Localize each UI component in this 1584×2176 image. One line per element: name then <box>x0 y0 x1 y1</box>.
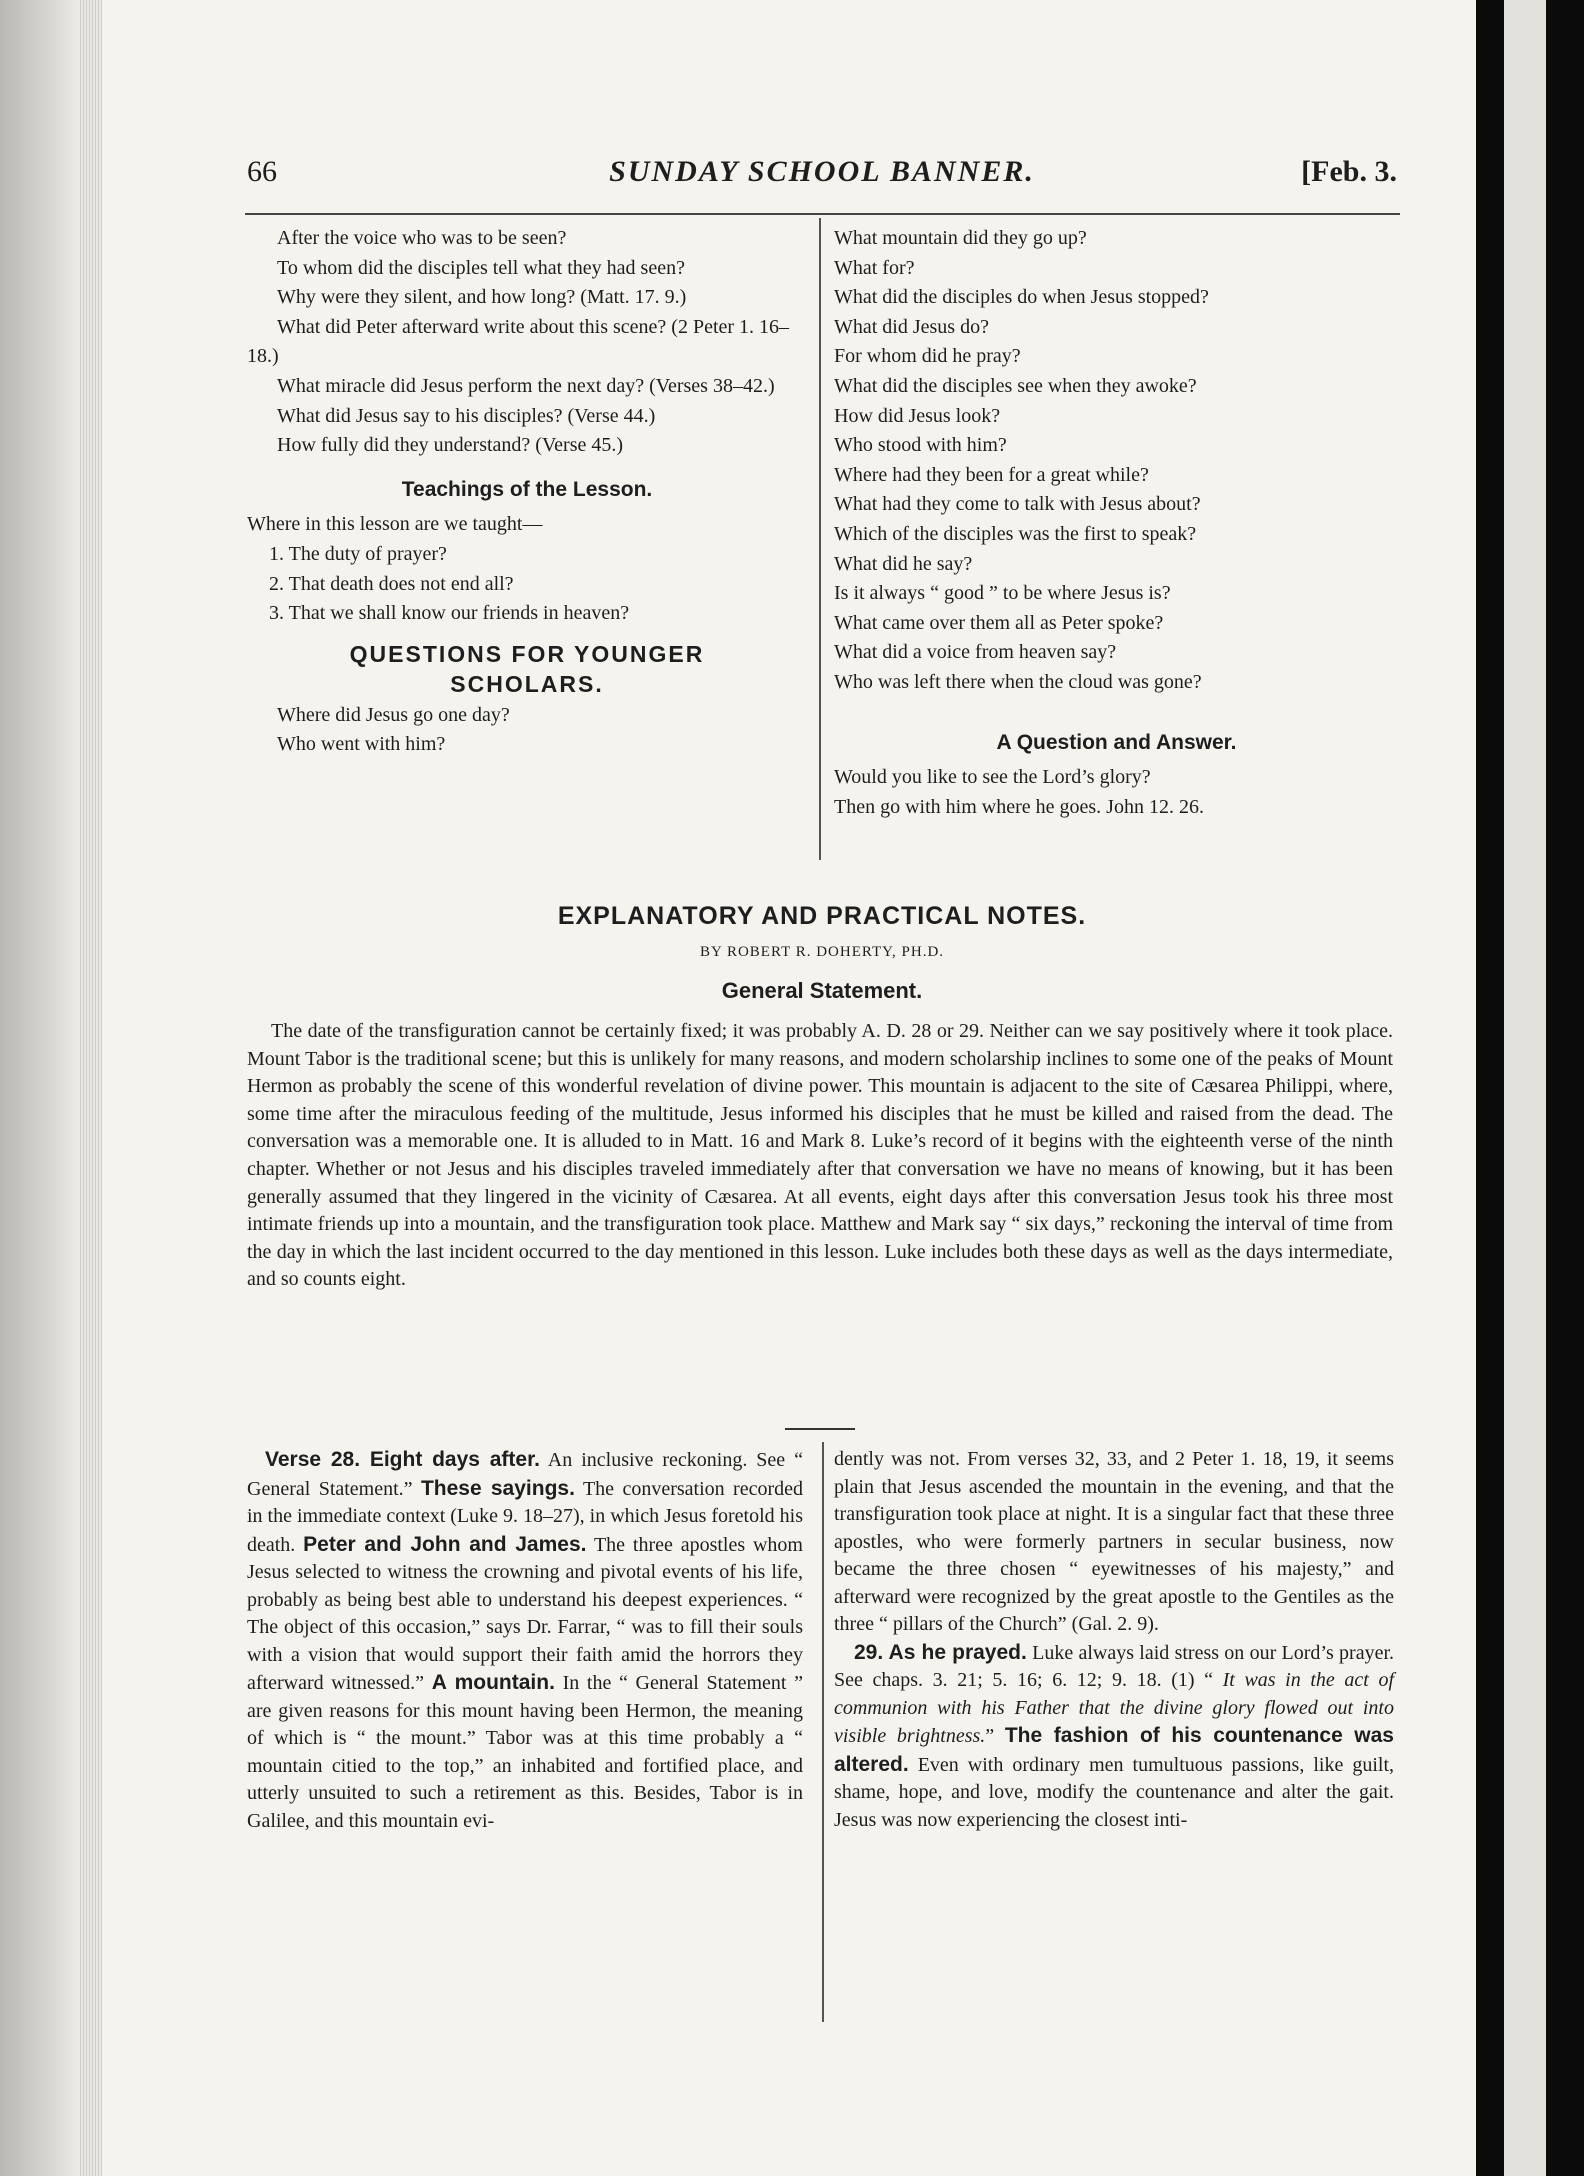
question: Who went with him? <box>277 733 446 756</box>
left-question-column <box>247 224 807 760</box>
teachings-intro: Where in this lesson are we taught— <box>247 513 543 536</box>
note-text: Even with ordinary men tumultuous passions, like guilt, shame, hope, and love, modify the countenance and alter the gait. Jesus was now experiencing the closest inti- <box>834 1753 1394 1831</box>
teaching-item: 2. That death does not end all? <box>269 572 514 595</box>
question: What did the disciples do when Jesus stopped? <box>834 286 1209 309</box>
question: How did Jesus look? <box>834 404 1001 427</box>
question: Where had they been for a great while? <box>834 463 1149 486</box>
question: What miracle did Jesus perform the next day? (Verses 38–42.) <box>277 374 775 397</box>
note-text: ” <box>985 1725 1005 1747</box>
notes-byline: BY ROBERT R. DOHERTY, PH.D. <box>699 944 945 960</box>
question: What did Jesus say to his disciples? (Verse 44.) <box>277 404 656 427</box>
verse-heading: Verse 28. Eight days after. <box>265 1448 540 1471</box>
verse-29-note <box>834 1639 1394 1835</box>
verse-heading: A mountain. <box>431 1671 555 1694</box>
verse-heading: The fashion of his countenance was altered. <box>834 1724 1394 1776</box>
publication-title: SUNDAY SCHOOL BANNER. <box>609 155 1035 188</box>
question: To whom did the disciples tell what they had seen? <box>277 256 685 279</box>
question: What did a voice from heaven say? <box>834 641 1117 664</box>
column-divider <box>822 1442 824 2022</box>
note-text: An inclusive reckoning. See “ General Statement.” <box>247 1449 803 1500</box>
question: What did Jesus do? <box>834 315 989 338</box>
teaching-item: 1. The duty of prayer? <box>269 542 447 565</box>
question: How fully did they understand? (Verse 45.) <box>277 434 624 457</box>
qa-answer: Then go with him where he goes. John 12. 26. <box>834 795 1204 818</box>
question: What had they come to talk with Jesus about? <box>834 493 1201 516</box>
question: What mountain did they go up? <box>834 227 1087 249</box>
question: Which of the disciples was the first to speak? <box>834 522 1197 545</box>
question: Where did Jesus go one day? <box>277 703 510 726</box>
verse-notes-right <box>834 1446 1394 1834</box>
question: What for? <box>834 256 915 279</box>
verse-heading: 29. As he prayed. <box>854 1640 1027 1664</box>
teaching-item: 3. That we shall know our friends in heaven? <box>269 602 630 625</box>
qa-heading: A Question and Answer. <box>996 730 1237 754</box>
verse-notes-left <box>247 1446 803 1835</box>
issue-date: [Feb. 3. <box>1301 155 1397 188</box>
question: What did he say? <box>834 552 973 575</box>
notes-heading: EXPLANATORY AND PRACTICAL NOTES. <box>557 902 1087 930</box>
general-statement-text: The date of the transfiguration cannot be certainly fixed; it was probably A. D. 28 or 29. Neither can we say positively where it took place. Mount Tabor is the traditional scene; but this is unlikely for many reasons, and modern scholarship inclines to some one of the peaks of Mount Hermon as probably the scene of this wonderful revelation of divine power. This mountain is adjacent to the site of Cæsarea Philippi, where, some time after the miraculous feeding of the multitude, Jesus informed his disciples that he must be killed and raised from the dead. The conversation was a memorable one. It is alluded to in Matt. 16 and Mark 8. Luke’s record of it begins with the eighteenth verse of the ninth chapter. Whether or not Jesus and his disciples traveled immediately after that conversation we have no means of knowing, but it has been generally assumed that they lingered in the vicinity of Cæsarea. At all events, eight days after this conversation Jesus took his three most intimate friends up into a mountain, and the transfiguration took place. Matthew and Mark say “ six days,” reckoning the interval of time from the day in which the last incident occurred to the day mentioned in this lesson. Luke includes both these days as well as the days intermediate, and so counts eight. <box>247 1020 1393 1291</box>
note-continuation: dently was not. From verses 32, 33, and 2 Peter 1. 18, 19, it seems plain that Jesus ascended the mountain in the evening, and that the transfiguration took place at night. It is a singular fact that these three apostles, who were formerly partners in secular business, now became the three chosen “ eyewitnesses of his majesty,” and afterward were recognized by the great apostle to the Gentiles as the three “ pillars of the Church” (Gal. 2. 9). <box>834 1448 1394 1635</box>
running-header <box>247 155 1397 199</box>
section-divider <box>785 1428 855 1430</box>
page-number: 66 <box>247 155 277 188</box>
younger-scholars-heading: QUESTIONS FOR YOUNGER SCHOLARS. <box>349 640 705 697</box>
question: Is it always “ good ” to be where Jesus is? <box>834 582 1171 605</box>
qa-question: Would you like to see the Lord’s glory? <box>834 766 1151 789</box>
note-text: The conversation recorded in the immediate context (Luke 9. 18–27), in which Jesus foretold his death. <box>247 1477 803 1556</box>
note-text: Luke always laid stress on our Lord’s prayer. See chaps. 3. 21; 5. 16; 6. 12; 9. 18. (1) “ <box>834 1641 1395 1691</box>
verse-heading: Peter and John and James. <box>303 1532 587 1556</box>
question: Who was left there when the cloud was gone? <box>834 670 1202 693</box>
question: Who stood with him? <box>834 434 1007 457</box>
column-divider <box>819 218 821 860</box>
quotation: It was in the act of communion with his Father that the divine glory flowed out into visible brightness. <box>834 1669 1395 1747</box>
verse-28-note <box>247 1446 803 1835</box>
question: What did the disciples see when they awoke? <box>834 374 1197 397</box>
note-text: In the “ General Statement ” are given reasons for this mount having been Hermon, the meaning of which is “ the mount.” Tabor was at this time probably a “ mountain citied to the top,” an inhabited and fortified place, and utterly unsuited to such a retirement as this. Besides, Tabor is in Galilee, and this mountain evi- <box>247 1672 804 1832</box>
question: For whom did he pray? <box>834 345 1021 368</box>
question: Why were they silent, and how long? (Matt. 17. 9.) <box>277 286 687 309</box>
right-question-column <box>834 224 1399 822</box>
question: After the voice who was to be seen? <box>277 227 567 249</box>
note-text: The three apostles whom Jesus selected to witness the crowning and pivotal events of his life, probably as being best able to understand his deepest experiences. “ The object of this occasion,” says Dr. Farrar, “ was to fill their souls with a vision that would support their faith amid the horrors they afterward witnessed.” <box>247 1533 803 1694</box>
verse-heading: These sayings. <box>420 1476 575 1500</box>
general-statement-heading: General Statement. <box>721 978 923 1003</box>
header-rule <box>245 213 1400 215</box>
question: What did Peter afterward write about this scene? (2 Peter 1. 16–18.) <box>247 315 790 368</box>
question: What came over them all as Peter spoke? <box>834 611 1164 634</box>
teachings-heading: Teachings of the Lesson. <box>401 477 653 501</box>
